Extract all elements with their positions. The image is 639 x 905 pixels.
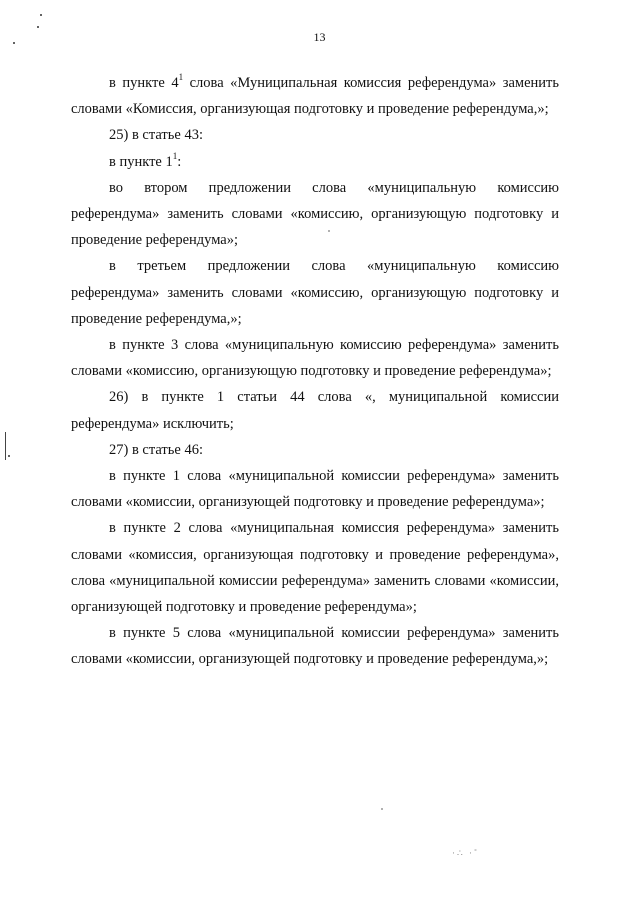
scan-artifact-line — [5, 432, 6, 460]
paragraph-p7: 26) в пункте 1 статьи 44 слова «, муниципальной комиссии референдума» исключить; — [71, 389, 559, 432]
paragraph-p5: в третьем предложении слова «муниципальную комиссию референдума» заменить словами «комиссию, организующую подготовку и проведение референдума,»; — [71, 258, 559, 327]
paragraph-p2: 25) в статье 43: — [109, 127, 203, 144]
scan-artifact-dot — [40, 14, 42, 16]
document-body — [71, 70, 559, 673]
paragraph-p6: в пункте 3 слова «муниципальную комиссию референдума» заменить словами «комиссию, организующую подготовку и проведение референдума»; — [71, 337, 559, 380]
page-number: 13 — [313, 30, 326, 44]
paragraph-p8: 27) в статье 46: — [109, 441, 203, 458]
scan-artifact-dot — [381, 808, 383, 810]
scan-artifact-dot — [8, 455, 10, 457]
paragraph-p10: в пункте 2 слова «муниципальная комиссия референдума» заменить словами «комиссия, организующая подготовку и проведение референдума», слова «муниципальной комиссии референдума» заменить словами «комиссии, организующей подготовку и проведение референдума»; — [71, 520, 559, 616]
paragraph-p4: во втором предложении слова «муниципальную комиссию референдума» заменить словами «комиссию, организующую подготовку и проведение референдума»; — [71, 179, 559, 249]
paragraph-p1: в пункте $4^1$ слова «Муниципальная комиссия референдума» заменить словами «Комиссия, организующая подготовку и проведение референдума,»; — [71, 72, 559, 118]
faint-scan-mark: ·∴ ·˚ — [452, 848, 479, 858]
paragraph-p3: в пункте $1^1$: — [109, 150, 182, 170]
paragraph-p9: в пункте 1 слова «муниципальной комиссии референдума» заменить словами «комиссии, организующей подготовку и проведение референдума»; — [71, 468, 559, 511]
scan-artifact-dot — [37, 26, 39, 28]
paragraph-p11: в пункте 5 слова «муниципальной комиссии референдума» заменить словами «комиссии, организующей подготовку и проведение референдума,»; — [71, 625, 559, 668]
scan-artifact-dot — [13, 42, 15, 44]
